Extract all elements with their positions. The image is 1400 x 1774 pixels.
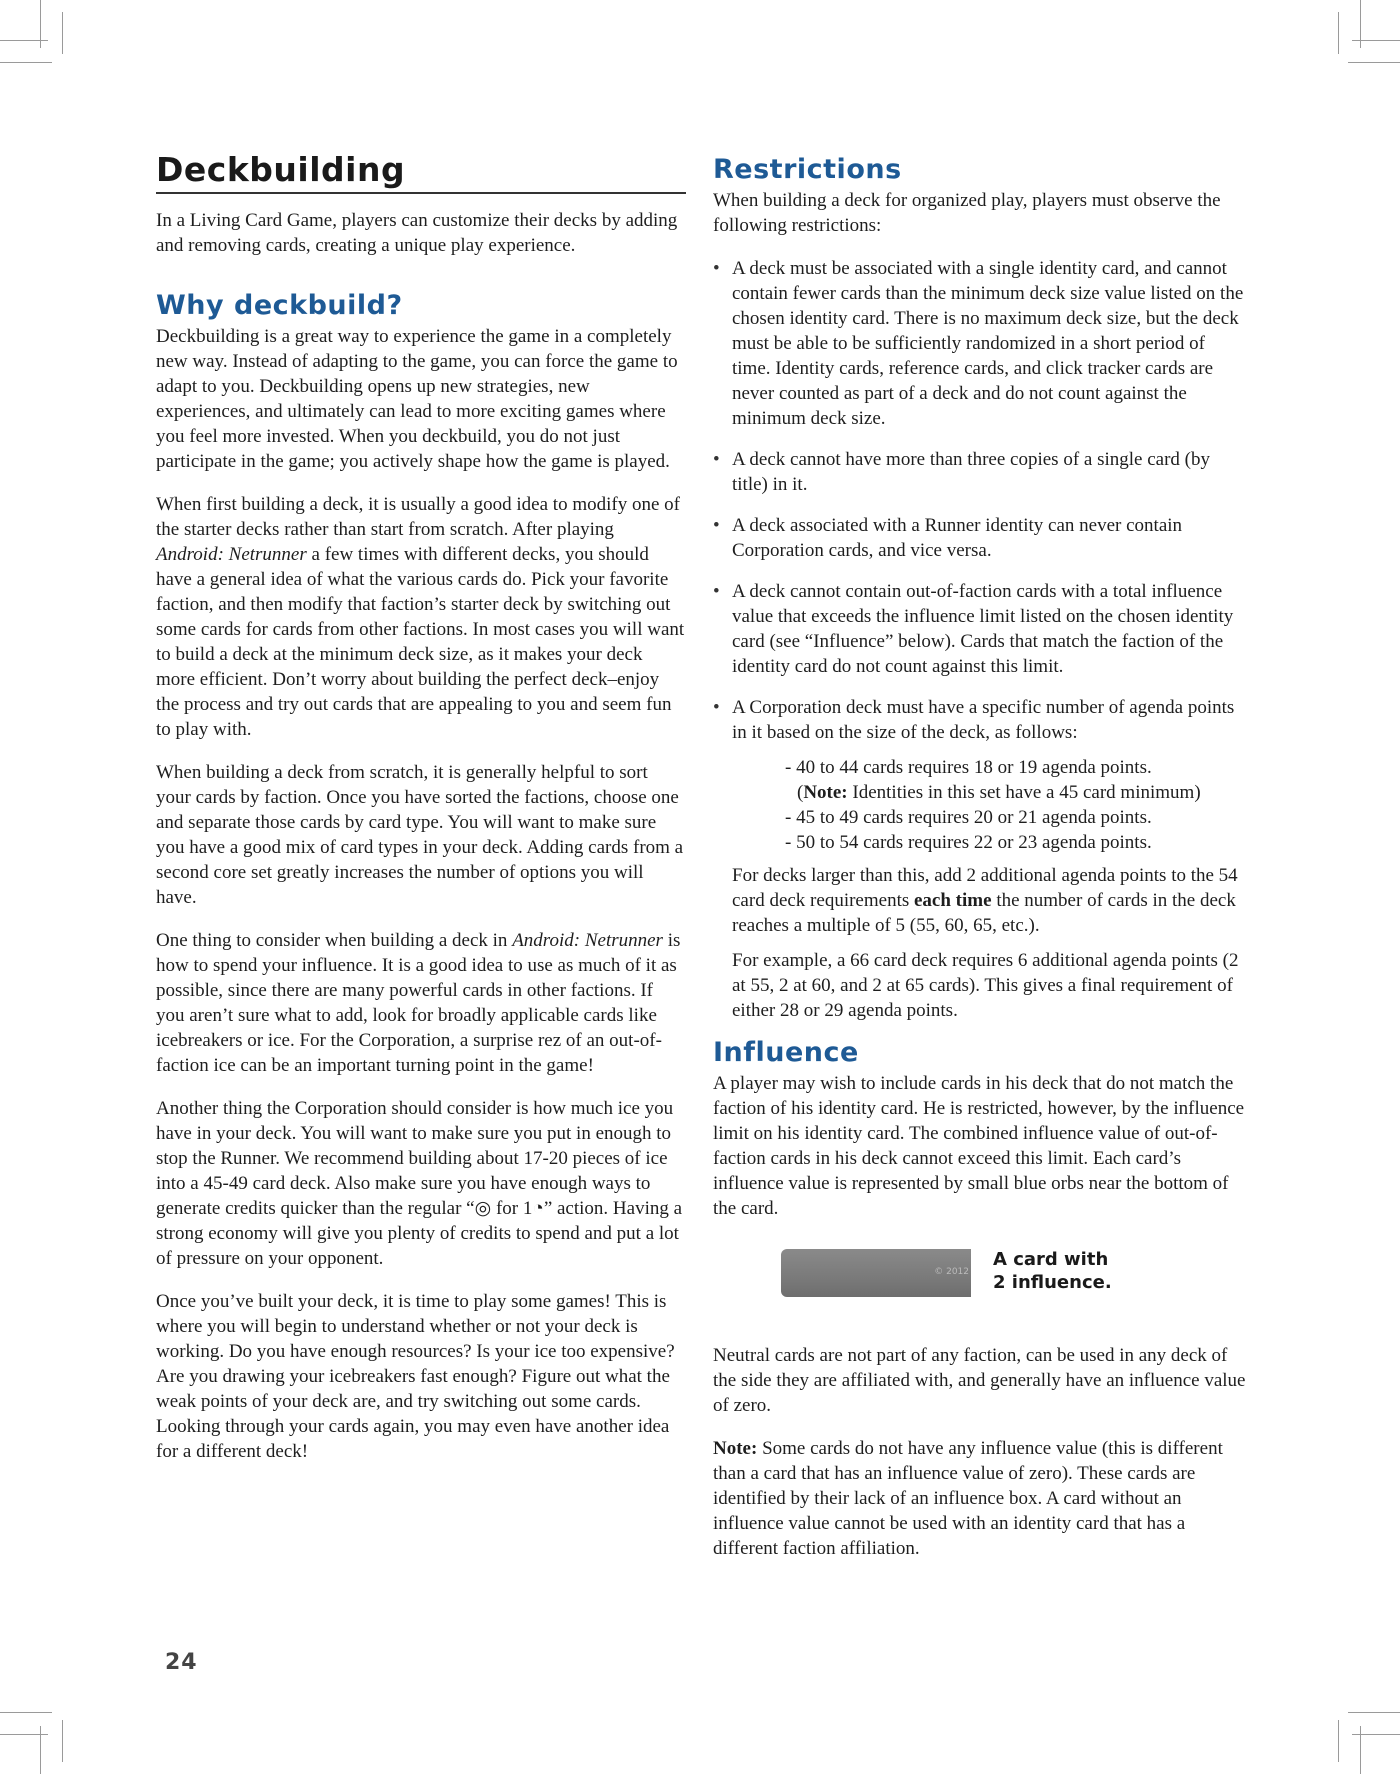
crop-mark	[0, 62, 52, 63]
page-number: 24	[165, 1650, 198, 1675]
note-label: Note:	[713, 1438, 758, 1459]
example-paragraph: For example, a 66 card deck requires 6 additional agenda points (2 at 55, 2 at 60, and 2 at 65 cards). This gives a final requirement of either 28 or 29 agenda points.	[732, 950, 1239, 1021]
crop-mark	[0, 1712, 52, 1713]
crop-mark	[40, 1726, 41, 1774]
caption-line: A card with	[993, 1249, 1109, 1270]
why-paragraph-4	[156, 928, 686, 1078]
crop-mark	[62, 1720, 63, 1762]
left-column	[156, 150, 686, 1482]
card-caption	[993, 1248, 1153, 1294]
text-span: When first building a deck, it is usually a good idea to modify one of the starter decks rather than start from scratch. After playing	[156, 494, 680, 540]
crop-mark	[62, 12, 63, 54]
list-item: • A deck cannot contain out-of-faction cards with a total influence value that exceeds the influence limit listed on the chosen identity card (see “Influence” below). Cards that match the faction of the identity card do not count against this limit.	[713, 579, 1248, 679]
larger-decks-paragraph	[732, 863, 1248, 938]
crop-mark	[1338, 12, 1339, 54]
crop-mark	[1338, 1720, 1339, 1762]
page-title: Deckbuilding	[156, 150, 686, 194]
card-figure	[713, 1239, 1248, 1319]
intro-paragraph: In a Living Card Game, players can customize their decks by adding and removing cards, creating a unique play experience.	[156, 210, 678, 256]
agenda-line: - 40 to 44 cards requires 18 or 19 agenda points.	[785, 757, 1152, 778]
list-item: • A deck must be associated with a single identity card, and cannot contain fewer cards than the minimum deck size value listed on the chosen identity card. There is no maximum deck size, but the deck must be able to be sufficiently randomized in a short period of time. Identity cards, reference cards, and click tracker cards are never counted as part of a deck and do not count against the minimum deck size.	[713, 256, 1248, 431]
restrictions-heading: Restrictions	[713, 154, 902, 185]
card-copyright: © 2012	[934, 1267, 969, 1277]
restrictions-list	[713, 256, 1248, 745]
note-paragraph	[713, 1436, 1248, 1561]
agenda-line: - 50 to 54 cards requires 22 or 23 agenda points.	[785, 832, 1152, 853]
text-span: (	[797, 782, 804, 803]
text-span: a few times with different decks, you should have a general idea of what the various cards do. Pick your favorite faction, and then modify that faction’s starter deck by switching out some cards for cards from other factions. In most cases you will want to build a deck at the minimum deck size, as it makes your deck more efficient. Don’t worry about building the perfect deck–enjoy the process and try out cards that are appealing to you and seem fun to play with.	[156, 544, 685, 740]
why-deckbuild-heading: Why deckbuild?	[156, 290, 403, 321]
text-span: is how to spend your influence. It is a good idea to use as much of it as possible, since there are many powerful cards in other factions. If you aren’t sure what to add, look for broadly applicable cards like icebreakers or ice. For the Corporation, a surprise rez of an out-of-faction ice can be an important turning point in the game!	[156, 930, 681, 1076]
agenda-note	[785, 780, 1248, 805]
agenda-line: - 45 to 49 cards requires 20 or 21 agenda points.	[785, 807, 1152, 828]
why-paragraph-3: When building a deck from scratch, it is generally helpful to sort your cards by faction. Once you have sorted the factions, choose one and separate those cards by card type. You will want to make sure you have a good mix of card types in your deck. Adding cards from a second core set greatly increases the number of options you will have.	[156, 762, 684, 908]
card-image	[781, 1249, 971, 1297]
caption-line: 2 influence.	[993, 1272, 1112, 1293]
list-item: • A deck associated with a Runner identity can never contain Corporation cards, and vice versa.	[713, 513, 1248, 563]
agenda-requirements	[785, 755, 1248, 855]
why-paragraph-2	[156, 492, 686, 742]
text-span: Identities in this set have a 45 card minimum)	[847, 782, 1201, 803]
crop-mark	[1348, 62, 1400, 63]
restrictions-intro: When building a deck for organized play, players must observe the following restrictions:	[713, 190, 1221, 236]
list-item: • A deck cannot have more than three copies of a single card (by title) in it.	[713, 447, 1248, 497]
crop-mark	[1360, 0, 1361, 48]
influence-heading: Influence	[713, 1037, 859, 1068]
text-span: the number of cards in the deck reaches a multiple of 5 (55, 60, 65, etc.).	[732, 890, 1236, 936]
why-paragraph-1: Deckbuilding is a great way to experience the game in a completely new way. Instead of adapting to the game, you can force the game to adapt to you. Deckbuilding opens up new strategies, new experiences, and ultimately can lead to more exciting games where you feel more invested. When you deckbuild, you do not just participate in the game; you actively shape how the game is played.	[156, 326, 678, 472]
game-title-italic: Android: Netrunner	[512, 930, 663, 951]
note-label: Note:	[803, 782, 848, 803]
crop-mark	[1348, 1712, 1400, 1713]
game-title-italic: Android: Netrunner	[156, 544, 307, 565]
text-span: One thing to consider when building a deck in	[156, 930, 513, 951]
influence-paragraph-2: Neutral cards are not part of any faction, can be used in any deck of the side they are affiliated with, and generally have an influence value of zero.	[713, 1345, 1246, 1416]
crop-mark	[1360, 1726, 1361, 1774]
emphasis-bold: each time	[914, 890, 992, 911]
list-item: • A Corporation deck must have a specific number of agenda points in it based on the size of the deck, as follows:	[713, 695, 1248, 745]
text-span: Some cards do not have any influence value (this is different than a card that has an influence value of zero). These cards are identified by their lack of an influence box. A card without an influence value cannot be used with an identity card that has a different faction affiliation.	[713, 1438, 1223, 1559]
influence-paragraph-1: A player may wish to include cards in his deck that do not match the faction of his identity card. He is restricted, however, by the influence limit on his identity card. The combined influence value of out-of-faction cards in his deck cannot exceed this limit. Each card’s influence value is represented by small blue orbs near the bottom of the card.	[713, 1073, 1245, 1219]
why-paragraph-6: Once you’ve built your deck, it is time to play some games! This is where you will begin to understand whether or not your deck is working. Do you have enough resources? Is your ice too expensive? Are you drawing your icebreakers fast enough? Figure out what the weak points of your deck are, and try switching out some cards. Looking through your cards again, you may even have another idea for a different deck!	[156, 1291, 675, 1462]
why-paragraph-5: Another thing the Corporation should consider is how much ice you have in your deck. You will want to make sure you put in enough to stop the Runner. We recommend building about 17-20 pieces of ice into a 45-49 card deck. Also make sure you have enough ways to generate credits quicker than the regular “◎ for 1◔” action. Having a strong economy will give you plenty of credits to spend and put a lot of pressure on your opponent.	[156, 1098, 683, 1269]
right-column	[713, 154, 1248, 1579]
crop-mark	[40, 0, 41, 48]
text-span: For decks larger than this, add 2 additional agenda points to the 54 card deck requirements	[732, 865, 1238, 911]
